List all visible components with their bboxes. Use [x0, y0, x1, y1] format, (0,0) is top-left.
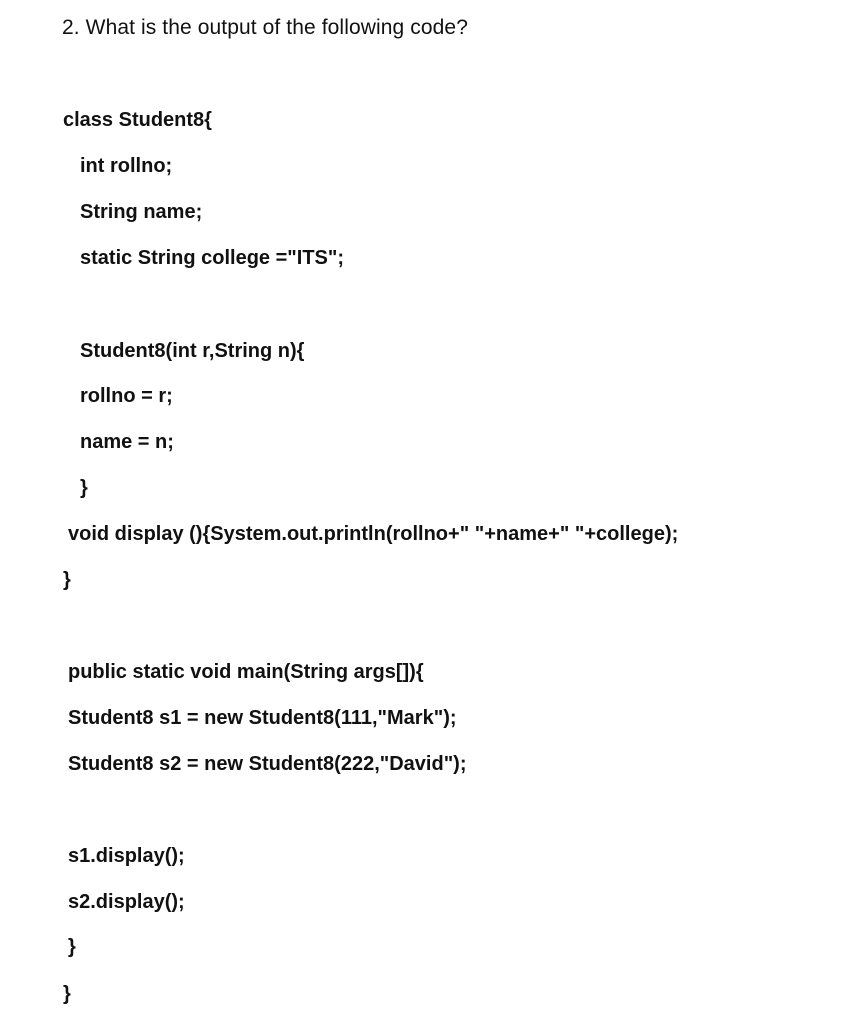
code-line-s1-display: s1.display(); — [68, 845, 185, 867]
code-line-display-close: } — [63, 569, 71, 591]
code-line-create-s1: Student8 s1 = new Student8(111,"Mark"); — [68, 707, 457, 729]
code-line-assign-name: name = n; — [80, 431, 174, 453]
question-heading: 2. What is the output of the following code? — [62, 16, 468, 39]
code-line-main-method: public static void main(String args[]){ — [68, 661, 424, 683]
code-line-field-college: static String college ="ITS"; — [80, 247, 345, 269]
code-line-constructor-close: } — [80, 477, 88, 499]
code-line-s2-display: s2.display(); — [68, 891, 185, 913]
code-line-display-method: void display (){System.out.println(rollno+" "+name+" "+college); — [68, 523, 679, 545]
code-line-create-s2: Student8 s2 = new Student8(222,"David"); — [68, 753, 467, 775]
code-line-field-rollno: int rollno; — [80, 155, 173, 177]
code-line-class-close: } — [63, 983, 71, 1005]
code-line-class-declaration: class Student8{ — [63, 109, 212, 131]
code-line-assign-rollno: rollno = r; — [80, 385, 173, 407]
code-line-constructor: Student8(int r,String n){ — [80, 340, 305, 362]
code-line-field-name: String name; — [80, 201, 203, 223]
code-line-main-close: } — [68, 936, 76, 958]
